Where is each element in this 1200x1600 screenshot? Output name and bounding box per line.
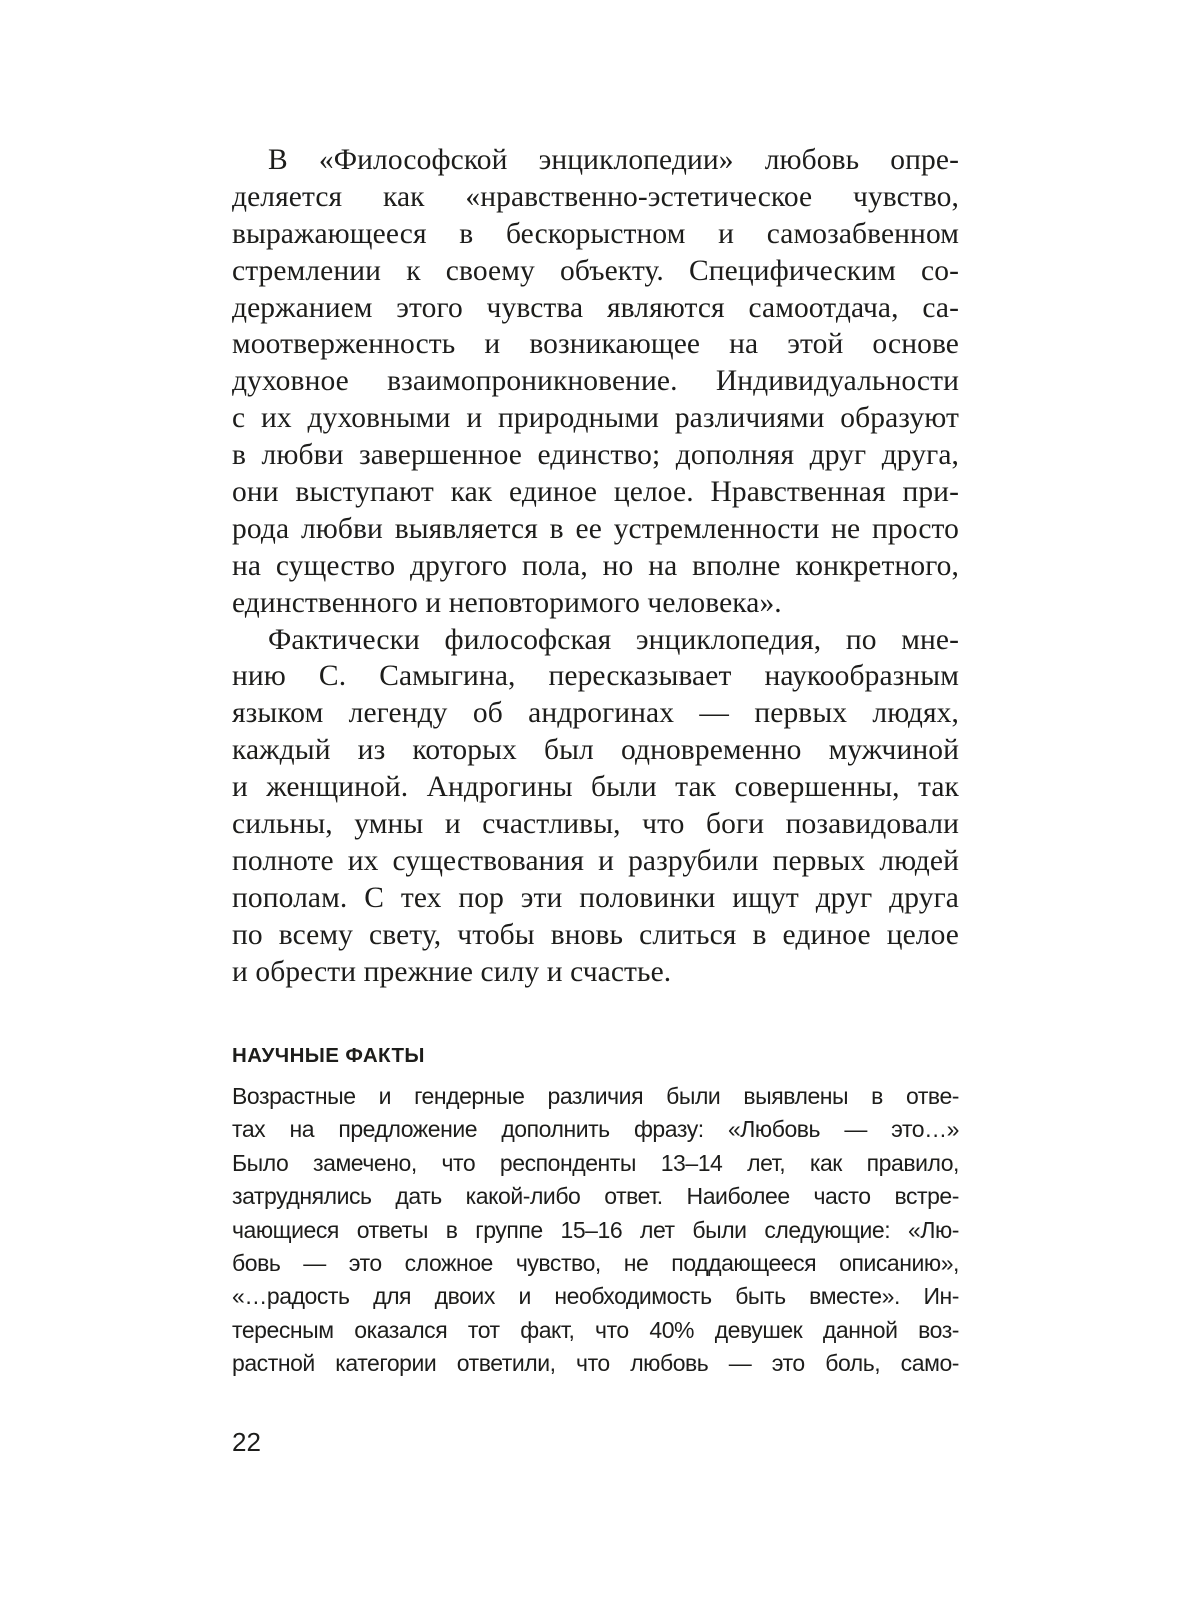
text-line: моотверженность и возникающее на этой основе: [232, 328, 959, 361]
facts-text: [232, 1080, 959, 1381]
text-line: и обрести прежние силу и счастье.: [232, 955, 672, 988]
text-line: бовь — это сложное чувство, не поддающееся описанию»,: [232, 1249, 959, 1276]
text-line: растной категории ответили, что любовь — это боль, само-: [232, 1350, 959, 1377]
text-line: по всему свету, чтобы вновь слиться в единое целое: [232, 918, 959, 951]
text-line: «…радость для двоих и необходимость быть вместе». Ин-: [232, 1283, 959, 1310]
text-line: единственного и неповторимого человека».: [232, 586, 782, 619]
text-line: Возрастные и гендерные различия были выявлены в отве-: [232, 1083, 959, 1109]
text-line: они выступают как единое целое. Нравственная при-: [232, 476, 959, 509]
text-line: держанием этого чувства являются самоотдача, са-: [232, 291, 959, 324]
text-line: каждый из которых был одновременно мужчиной: [232, 734, 959, 767]
text-line: сильны, умны и счастливы, что боги позавидовали: [232, 808, 959, 841]
text-line: пополам. С тех пор эти половинки ищут друг друга: [232, 881, 959, 914]
text-line: В «Философской энциклопедии» любовь опре-: [268, 144, 959, 176]
text-line: Было замечено, что респонденты 13–14 лет, как правило,: [232, 1149, 959, 1176]
page-number: 22: [232, 1427, 261, 1457]
text-line: полноте их существования и разрубили первых людей: [232, 844, 959, 877]
text-line: в любви завершенное единство; дополняя друг друга,: [232, 439, 959, 472]
text-line: тересным оказался тот факт, что 40% девушек данной воз-: [232, 1316, 959, 1343]
text-line: деляется как «нравственно-эстетическое чувство,: [232, 180, 959, 213]
text-line: затруднялись дать какой-либо ответ. Наиболее часто встре-: [232, 1183, 959, 1210]
text-line: стремлении к своему объекту. Специфическим со-: [232, 254, 959, 287]
text-line: Фактически философская энциклопедия, по мне-: [268, 623, 959, 656]
paragraph-encyclopedia-definition: [232, 142, 959, 622]
text-line: рода любви выявляется в ее устремленности не просто: [232, 512, 959, 545]
text-line: выражающееся в бескорыстном и самозабвенном: [232, 217, 959, 250]
text-line: чающиеся ответы в группе 15–16 лет были следующие: «Лю-: [232, 1216, 959, 1243]
section-heading: НАУЧНЫЕ ФАКТЫ: [232, 1044, 425, 1067]
text-line: тах на предложение дополнить фразу: «Любовь — это…»: [232, 1116, 959, 1143]
text-line: нию С. Самыгина, пересказывает наукообразным: [232, 660, 959, 693]
text-line: на существо другого пола, но на вполне конкретного,: [232, 549, 959, 582]
text-line: и женщиной. Андрогины были так совершенны, так: [232, 771, 959, 804]
paragraph-androgyne-legend: [232, 622, 959, 991]
text-line: языком легенду об андрогинах — первых людях,: [232, 697, 959, 730]
text-line: с их духовными и природными различиями образуют: [232, 402, 959, 435]
main-text: [232, 142, 959, 990]
text-line: духовное взаимопроникновение. Индивидуальности: [232, 365, 959, 398]
